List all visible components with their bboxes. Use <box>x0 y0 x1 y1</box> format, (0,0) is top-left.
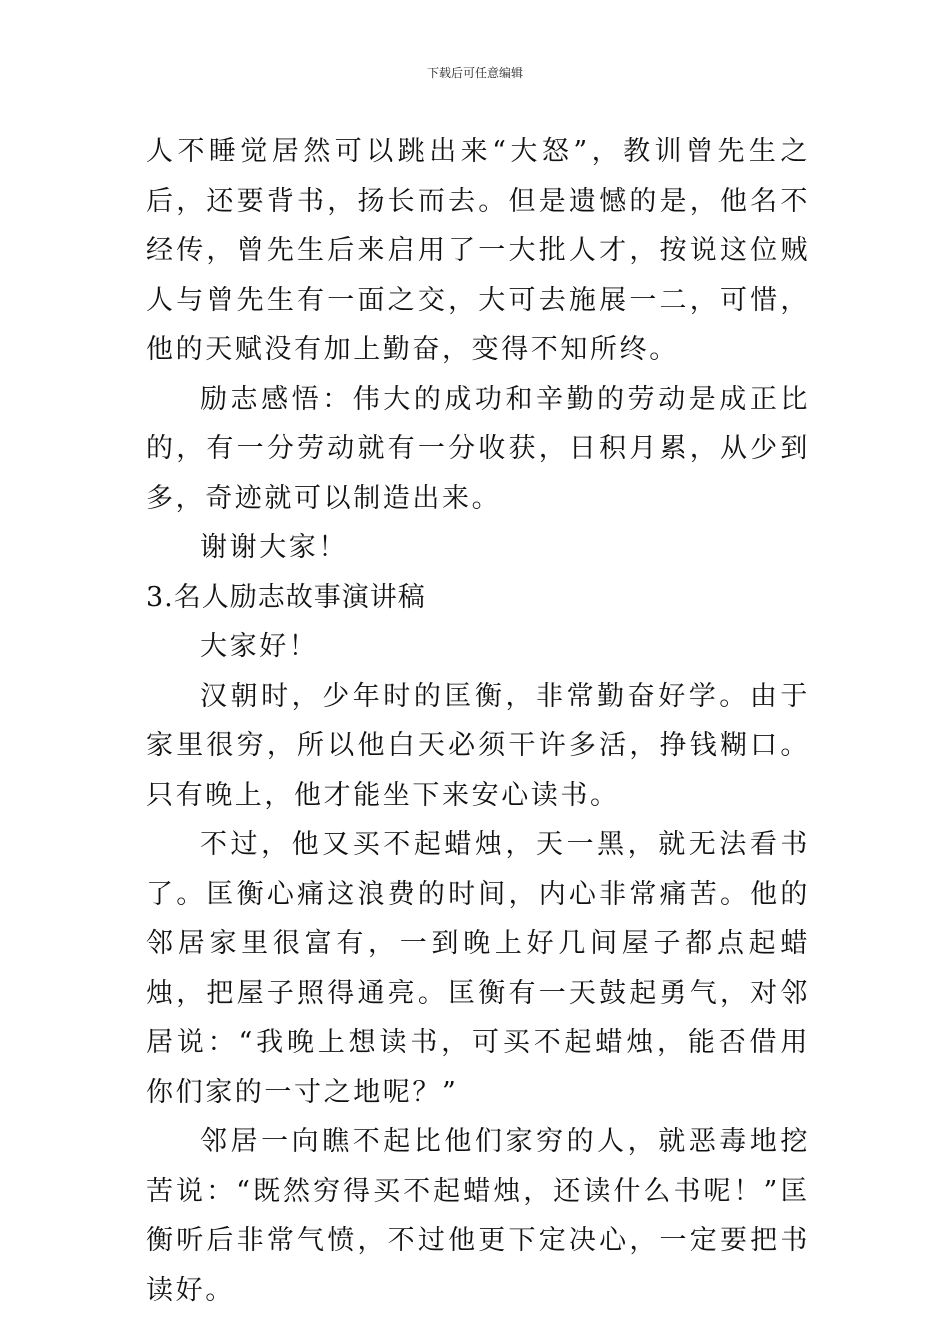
document-body <box>146 127 810 1315</box>
paragraph-story-2: 不过，他又买不起蜡烛，天一黑，就无法看书了。匡衡心痛这浪费的时间，内心非常痛苦。他的邻居家里很富有，一到晚上好几间屋子都点起蜡烛，把屋子照得通亮。匡衡有一天鼓起勇气，对邻居说：“我晚上想读书，可买不起蜡烛，能否借用你们家的一寸之地呢？” <box>146 829 810 1108</box>
paragraph-inspiration: 励志感悟：伟大的成功和辛勤的劳动是成正比的，有一分劳动就有一分收获，日积月累，从少到多，奇迹就可以制造出来。 <box>146 383 810 514</box>
paragraph-thanks: 谢谢大家！ <box>200 532 348 563</box>
paragraph-story-3: 邻居一向瞧不起比他们家穷的人，就恶毒地挖苦说：“既然穷得买不起蜡烛，还读什么书呢！”匡衡听后非常气愤，不过他更下定决心，一定要把书读好。 <box>146 1126 810 1306</box>
section-heading: 3.名人励志故事演讲稿 <box>146 581 426 613</box>
page-header-note: 下载后可任意编辑 <box>426 66 523 80</box>
paragraph-1: 人不睡觉居然可以跳出来“大怒”，教训曾先生之后，还要背书，扬长而去。但是遗憾的是，他名不经传，曾先生后来启用了一大批人才，按说这位贼人与曾先生有一面之交，大可去施展一二，可惜，他的天赋没有加上勤奋，变得不知所终。 <box>146 136 810 365</box>
paragraph-story-1: 汉朝时，少年时的匡衡，非常勤奋好学。由于家里很穷，所以他白天必须干许多活，挣钱糊口。只有晚上，他才能坐下来安心读书。 <box>146 680 810 811</box>
paragraph-greeting: 大家好！ <box>200 631 319 662</box>
